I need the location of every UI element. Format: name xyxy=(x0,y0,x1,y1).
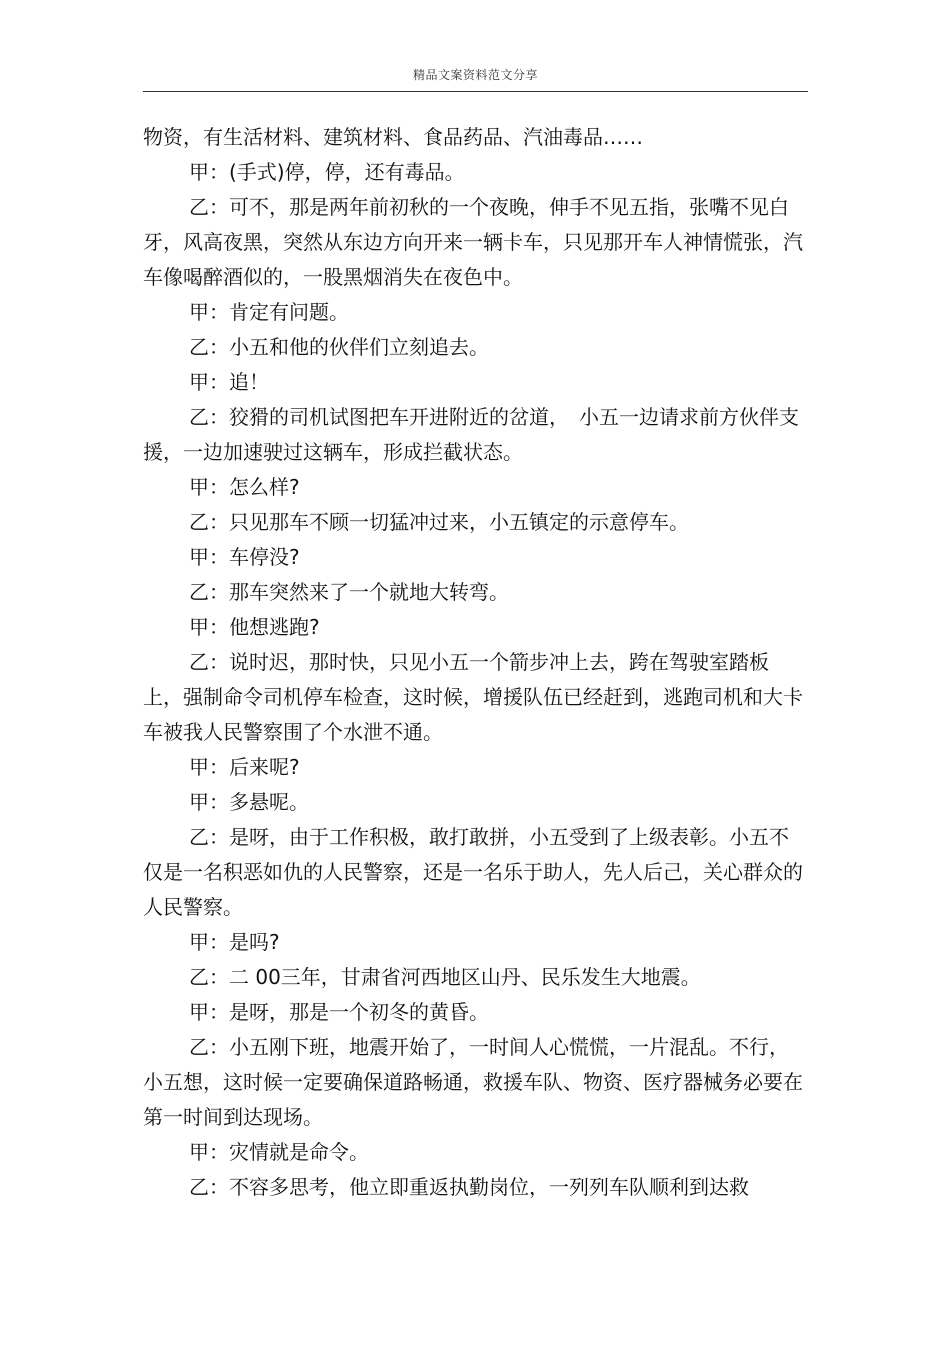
dialogue-paragraph: 乙：不容多思考，他立即重返执勤岗位，一列列车队顺利到达救 xyxy=(189,1175,749,1199)
dialogue-paragraph: 甲：(手式)停，停，还有毒品。 xyxy=(189,160,465,184)
dialogue-paragraph: 甲：后来呢? xyxy=(189,755,300,779)
document-body xyxy=(143,120,803,1205)
dialogue-paragraph: 乙：小五和他的伙伴们立刻追去。 xyxy=(189,335,489,359)
page-header: 精品文案资料范文分享 xyxy=(412,68,538,82)
dialogue-paragraph: 乙：只见那车不顾一切猛冲过来，小五镇定的示意停车。 xyxy=(189,510,689,534)
dialogue-paragraph: 甲：追！ xyxy=(189,370,269,394)
dialogue-paragraph: 甲：多悬呢。 xyxy=(189,790,309,814)
dialogue-paragraph: 乙：可不，那是两年前初秋的一个夜晚，伸手不见五指，张嘴不见白牙，风高夜黑，突然从东边方向开来一辆卡车，只见那开车人神情慌张，汽车像喝醉酒似的，一股黑烟消失在夜色中。 xyxy=(143,195,803,289)
header-divider xyxy=(143,91,808,92)
dialogue-paragraph: 甲：灾情就是命令。 xyxy=(189,1140,369,1164)
dialogue-paragraph: 乙：二 00三年，甘肃省河西地区山丹、民乐发生大地震。 xyxy=(189,965,701,989)
dialogue-paragraph: 乙：那车突然来了一个就地大转弯。 xyxy=(189,580,509,604)
dialogue-paragraph: 甲：车停没? xyxy=(189,545,300,569)
dialogue-paragraph: 甲：肯定有问题。 xyxy=(189,300,349,324)
dialogue-paragraph: 甲：他想逃跑? xyxy=(189,615,320,639)
dialogue-paragraph: 物资，有生活材料、建筑材料、食品药品、汽油毒品…… xyxy=(143,125,643,149)
dialogue-paragraph: 乙：说时迟，那时快，只见小五一个箭步冲上去，跨在驾驶室踏板上，强制命令司机停车检查，这时候，增援队伍已经赶到，逃跑司机和大卡车被我人民警察围了个水泄不通。 xyxy=(143,650,803,744)
dialogue-paragraph: 乙：小五刚下班，地震开始了，一时间人心慌慌，一片混乱。不行，小五想，这时候一定要确保道路畅通，救援车队、物资、医疗器械务必要在第一时间到达现场。 xyxy=(143,1035,803,1129)
dialogue-paragraph: 甲：是呀，那是一个初冬的黄昏。 xyxy=(189,1000,489,1024)
dialogue-paragraph: 甲：怎么样? xyxy=(189,475,300,499)
dialogue-paragraph: 乙：狡猾的司机试图把车开进附近的岔道， 小五一边请求前方伙伴支援，一边加速驶过这辆车，形成拦截状态。 xyxy=(143,405,799,464)
dialogue-paragraph: 甲：是吗? xyxy=(189,930,280,954)
dialogue-paragraph: 乙：是呀，由于工作积极，敢打敢拼，小五受到了上级表彰。小五不仅是一名积恶如仇的人民警察，还是一名乐于助人，先人后己，关心群众的人民警察。 xyxy=(143,825,803,919)
